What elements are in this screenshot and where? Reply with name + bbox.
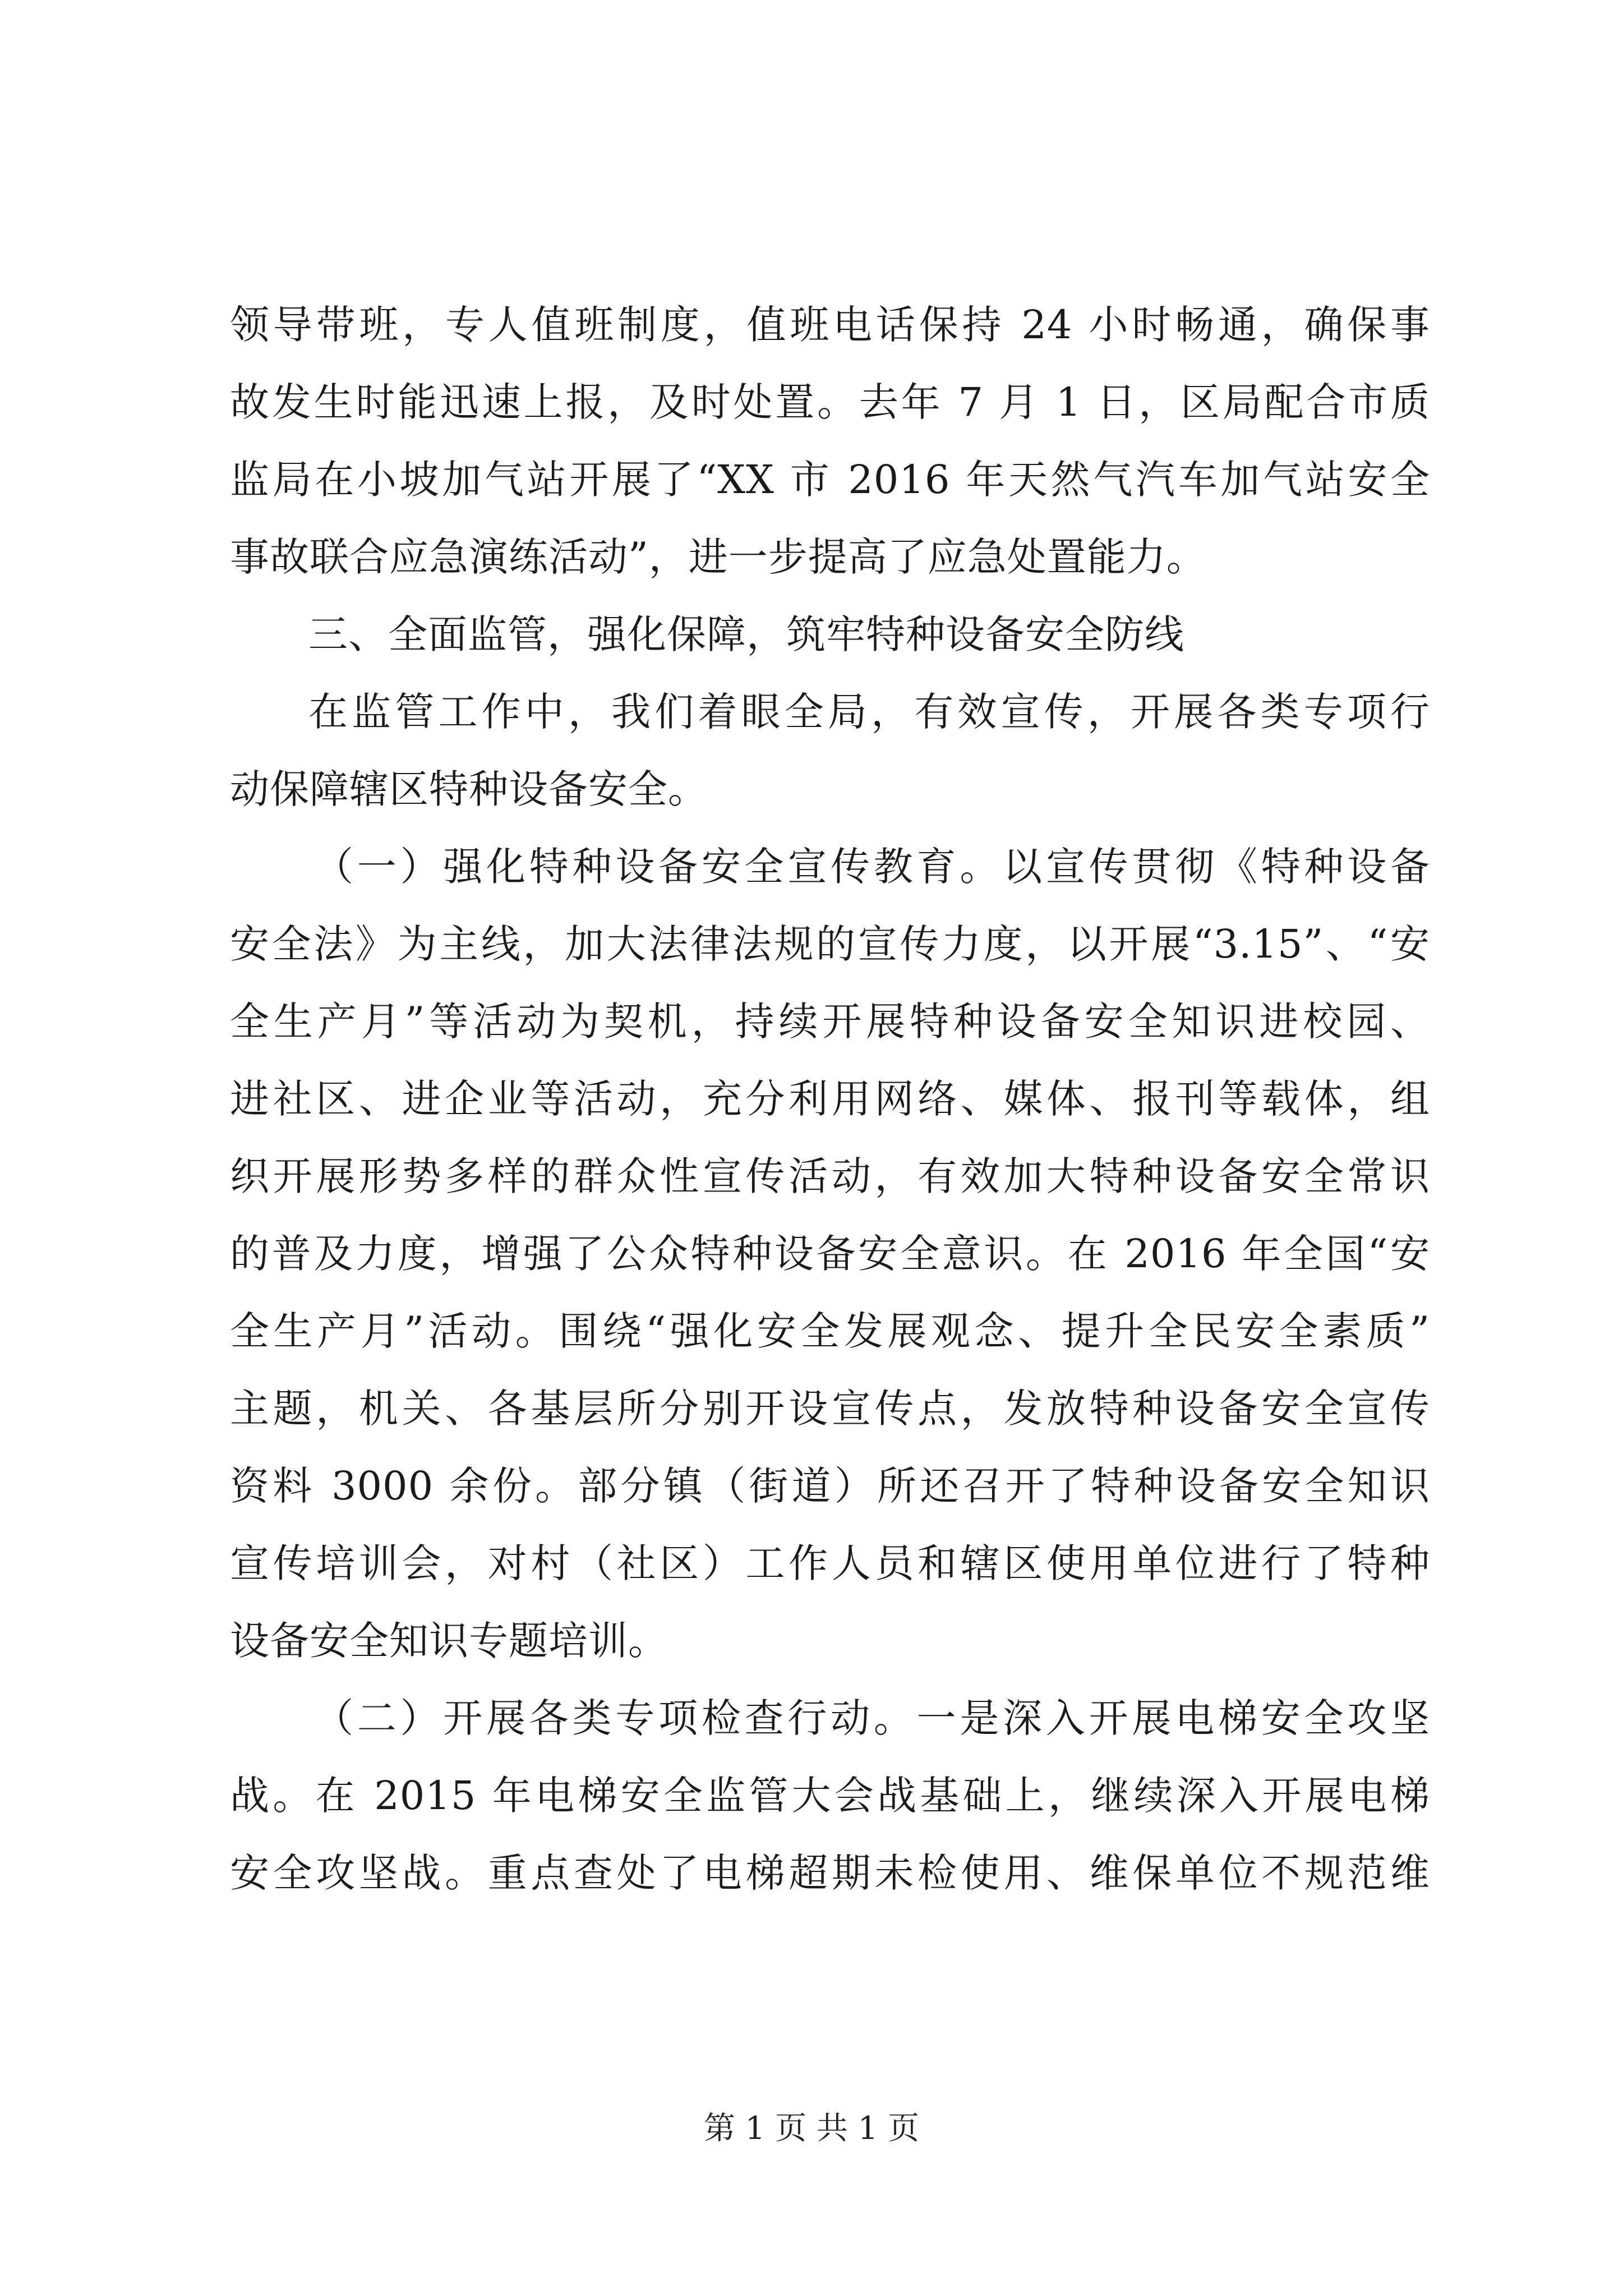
text-line: 全生产月”等活动为契机，持续开展特种设备安全知识进校园、 [230,999,1430,1045]
text-line: 监局在小坡加气站开展了“XX 市 2016 年天然气汽车加气站安全 [230,457,1430,503]
text-line: （二）开展各类专项检查行动。一是深入开展电梯安全攻坚 [314,1695,1430,1741]
text-line: 领导带班，专人值班制度，值班电话保持 24 小时畅通，确保事 [230,302,1430,348]
text-line: （一）强化特种设备安全宣传教育。以宣传贯彻《特种设备 [314,844,1430,890]
text-line: 故发生时能迅速上报，及时处置。去年 7 月 1 日，区局配合市质 [230,379,1430,425]
text-line: 事故联合应急演练活动”，进一步提高了应急处置能力。 [230,534,1206,580]
text-line: 进社区、进企业等活动，充分利用网络、媒体、报刊等载体，组 [230,1076,1430,1122]
text-line: 三、全面监管，强化保障，筑牢特种设备安全防线 [308,611,1184,657]
text-line: 宣传培训会，对村（社区）工作人员和辖区使用单位进行了特种 [230,1540,1430,1586]
text-line: 的普及力度，增强了公众特种设备安全意识。在 2016 年全国“安 [230,1231,1430,1277]
text-line: 动保障辖区特种设备安全。 [230,766,708,812]
page-footer: 第 1 页 共 1 页 [703,2110,920,2147]
text-line: 战。在 2015 年电梯安全监管大会战基础上，继续深入开展电梯 [230,1773,1430,1819]
document-body [230,286,1430,1912]
text-line: 全生产月”活动。围绕“强化安全发展观念、提升全民安全素质” [230,1308,1430,1354]
text-line: 资料 3000 余份。部分镇（街道）所还召开了特种设备安全知识 [230,1463,1430,1509]
text-line: 设备安全知识专题培训。 [230,1618,668,1664]
text-line: 织开展形势多样的群众性宣传活动，有效加大特种设备安全常识 [230,1153,1430,1199]
text-line: 安全攻坚战。重点查处了电梯超期未检使用、维保单位不规范维 [230,1850,1430,1896]
text-line: 安全法》为主线，加大法律法规的宣传力度，以开展“3.15”、“安 [230,921,1430,967]
text-line: 主题，机关、各基层所分别开设宣传点，发放特种设备安全宣传 [230,1386,1430,1432]
text-line: 在监管工作中，我们着眼全局，有效宣传，开展各类专项行 [308,689,1430,735]
